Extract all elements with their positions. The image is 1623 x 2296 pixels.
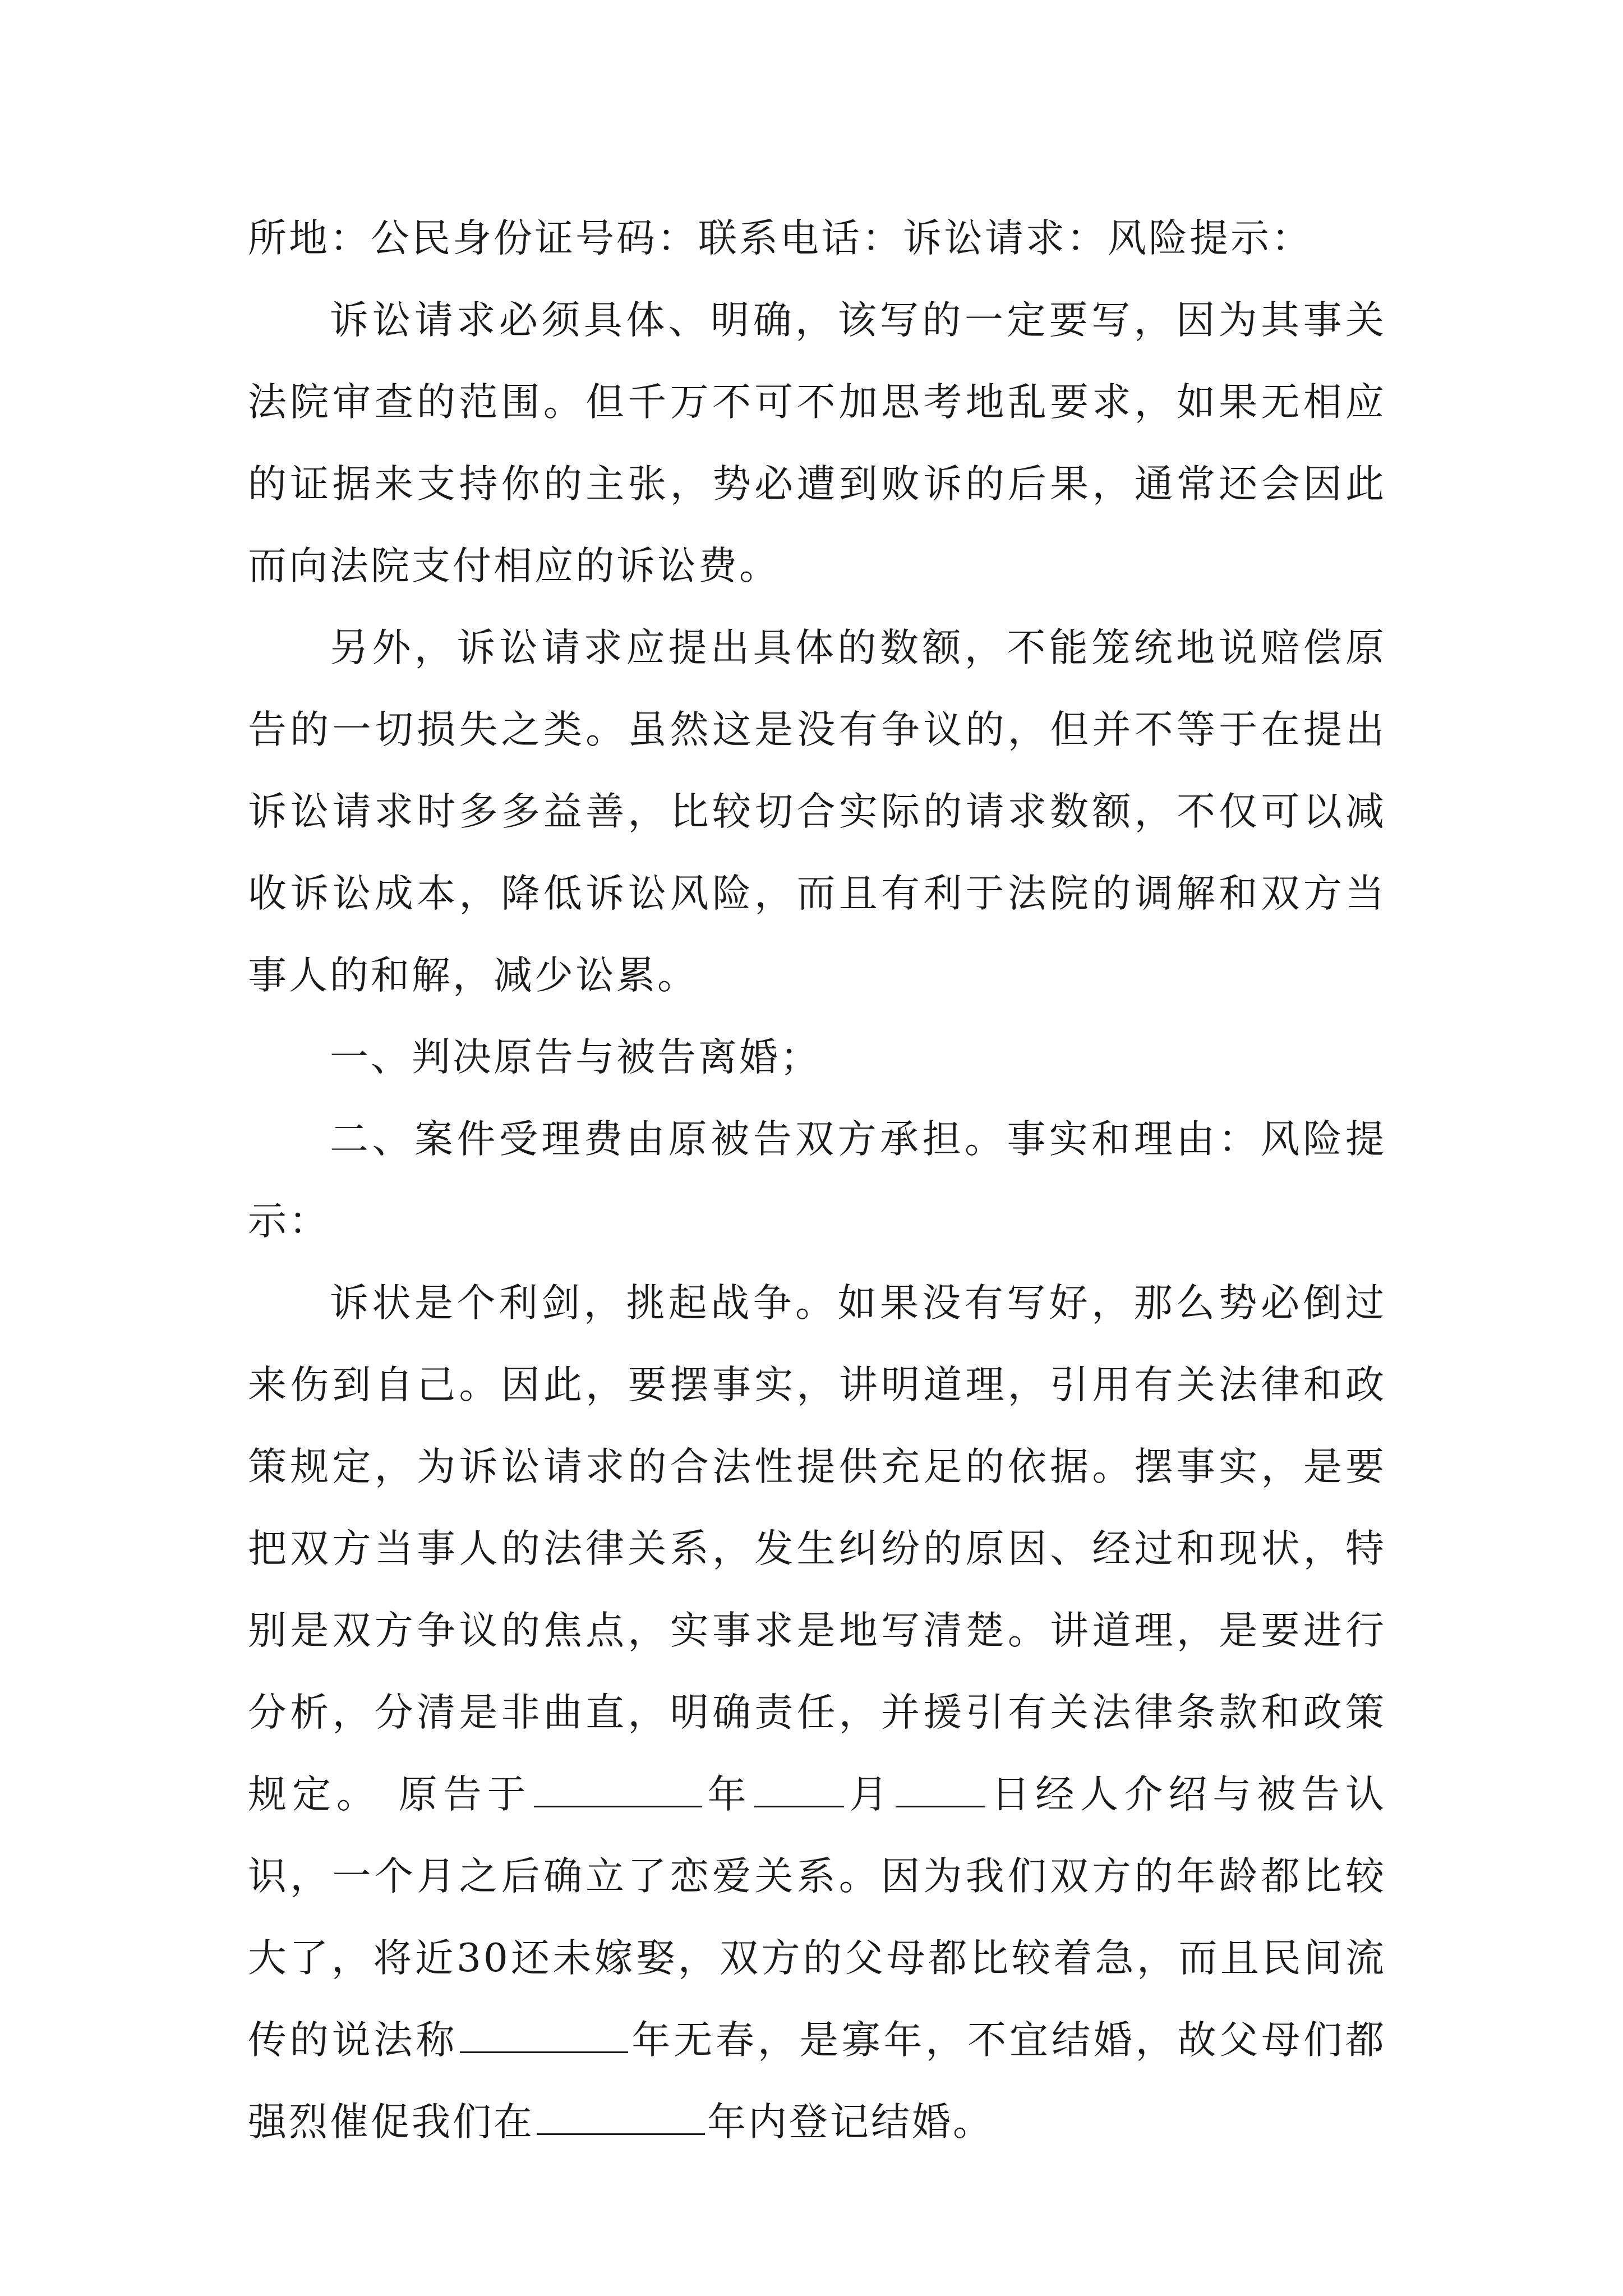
- paragraph-facts-reasons: [248, 1262, 1386, 2163]
- facts-text-5: 年无春，是寡年，不宜结婚，故父母们都强烈催促我们在: [248, 2018, 1387, 2145]
- facts-text-6: 年内登记结婚。: [707, 2100, 994, 2145]
- paragraph-header-fields: 所地：公民身份证号码：联系电话：诉讼请求：风险提示：: [248, 216, 1312, 261]
- facts-text-1: 诉状是个利剑，挑起战争。如果没有写好，那么势必倒过来伤到自己。因此，要摆事实，讲明道理，引用有关法律和政策规定，为诉讼请求的合法性提供充足的依据。摆事实，是要把双方当事人的法律关系，发生纠纷的原因、经过和现状，特别是双方争议的焦点，实事求是地写清楚。讲道理，是要进行分析，分清是非曲直，明确责任，并援引有关法律条款和政策规定。 原告于: [248, 1281, 1386, 1817]
- blank-year-2: [460, 2018, 628, 2053]
- blank-month: [754, 1772, 844, 1807]
- facts-text-3: 月: [846, 1772, 894, 1817]
- blank-day: [896, 1772, 985, 1807]
- facts-text-2: 年: [704, 1772, 752, 1817]
- blank-year: [534, 1772, 702, 1807]
- facts-text-4: 日经人介绍与被告认识，一个月之后确立了恋爱关系。因为我们双方的年龄都比较大了，将近30还未嫁娶，双方的父母都比较着急，而且民间流传的说法称: [248, 1772, 1386, 2063]
- paragraph-claim-two: 二、案件受理费由原被告双方承担。事实和理由：风险提示：: [248, 1117, 1386, 1244]
- paragraph-claims-amount: 另外，诉讼请求应提出具体的数额，不能笼统地说赔偿原告的一切损失之类。虽然这是没有争议的，但并不等于在提出诉讼请求时多多益善，比较切合实际的请求数额，不仅可以减收诉讼成本，降低诉讼风险，而且有利于法院的调解和双方当事人的和解，减少讼累。: [248, 625, 1386, 998]
- document-body: [248, 197, 1386, 2163]
- paragraph-claims-note: 诉讼请求必须具体、明确，该写的一定要写，因为其事关法院审查的范围。但千万不可不加思考地乱要求，如果无相应的证据来支持你的主张，势必遭到败诉的后果，通常还会因此而向法院支付相应的诉讼费。: [248, 298, 1386, 588]
- blank-year-3: [537, 2100, 705, 2135]
- paragraph-claim-one: 一、判决原告与被告离婚；: [330, 1035, 821, 1080]
